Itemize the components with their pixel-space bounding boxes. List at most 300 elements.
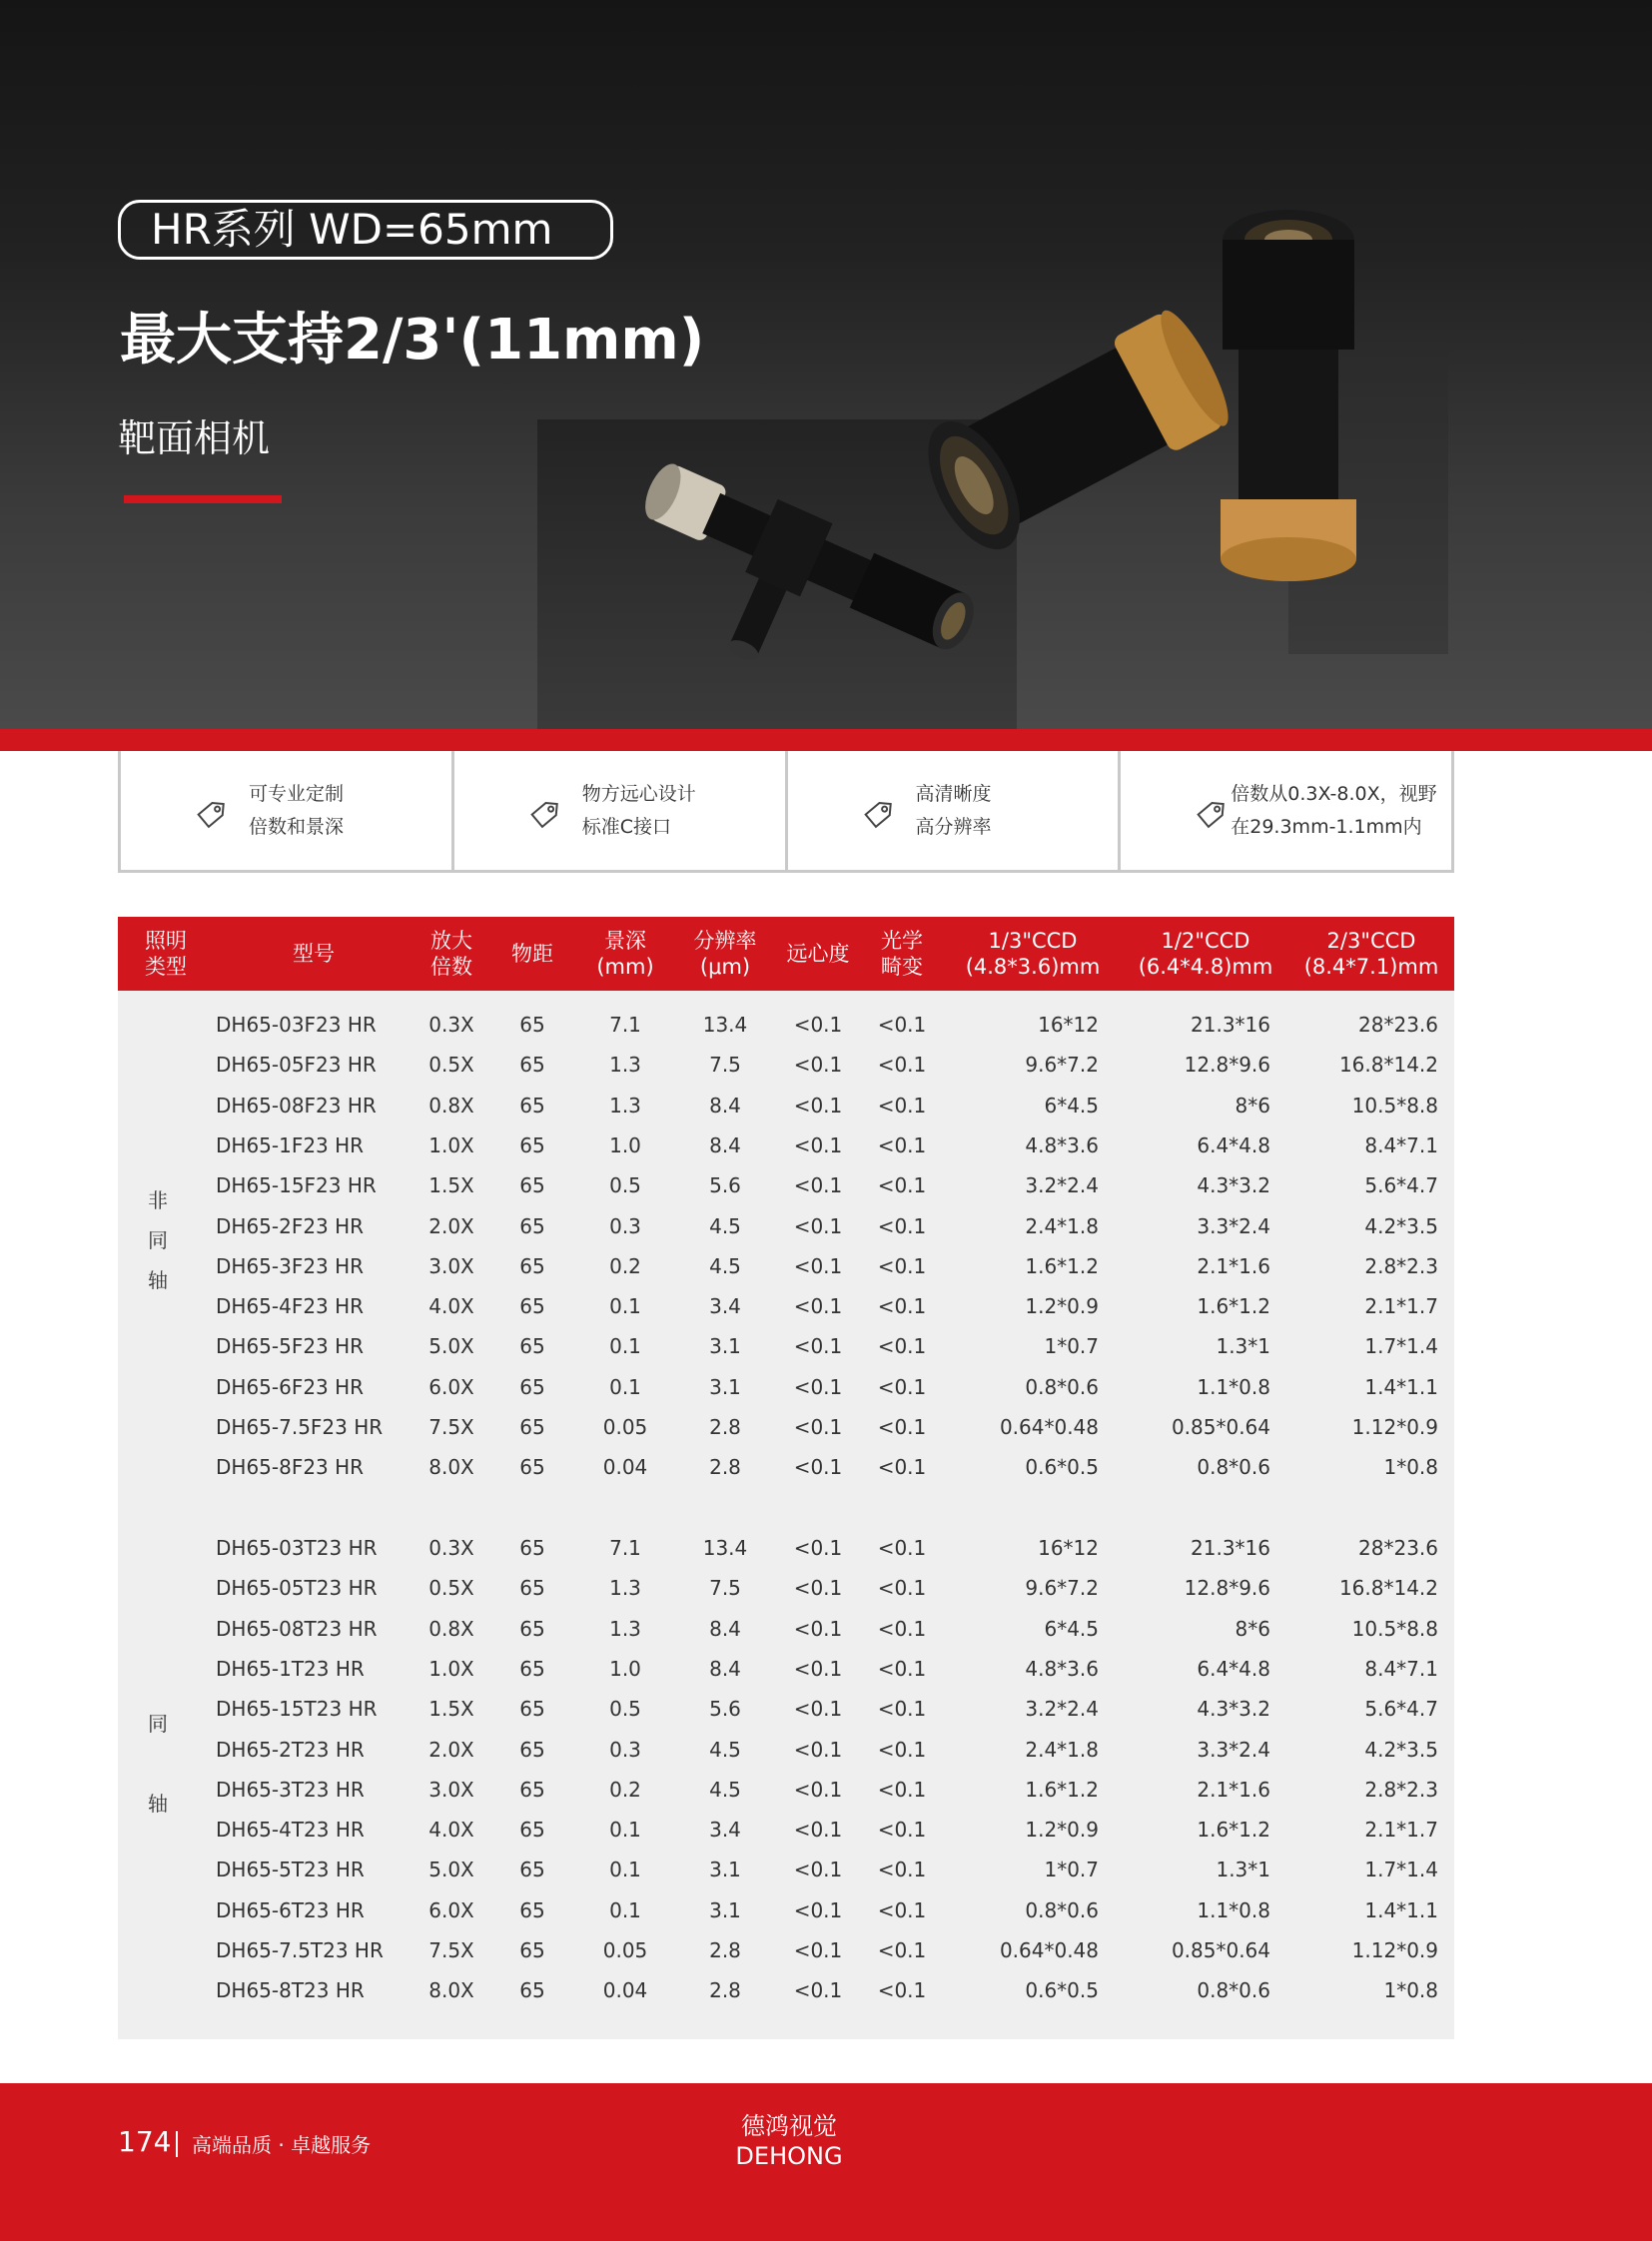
table-cell: 13.4	[702, 1013, 748, 1037]
table-cell: 0.2	[609, 1777, 641, 1802]
table-row	[118, 1970, 1454, 2010]
model-cell: DH65-2T23 HR	[216, 1737, 365, 1762]
table-cell: 2.0X	[428, 1213, 474, 1238]
model-cell: DH65-8F23 HR	[216, 1455, 365, 1480]
table-cell: 0.8*0.6	[1025, 1374, 1099, 1399]
table-cell: 65	[519, 1697, 545, 1722]
table-row	[118, 1609, 1454, 1649]
label-char: 轴	[148, 1267, 168, 1292]
table-cell: 0.05	[602, 1938, 648, 1962]
table-cell: 0.1	[609, 1897, 641, 1922]
table-cell: 0.3	[609, 1213, 641, 1238]
table-cell: 65	[519, 1053, 545, 1078]
table-cell: 0.5X	[428, 1576, 474, 1601]
accent-underline	[124, 495, 282, 503]
table-cell: 4.0X	[428, 1818, 474, 1843]
table-cell: <0.1	[877, 1294, 927, 1319]
table-cell: 4.5	[709, 1737, 741, 1762]
table-cell: <0.1	[793, 1576, 843, 1601]
brand-name-cn: 德鸿视觉	[741, 2112, 837, 2140]
table-cell: 1*0.8	[1383, 1455, 1438, 1480]
table-cell: 0.64*0.48	[999, 1415, 1099, 1439]
table-cell: 8.4	[709, 1093, 741, 1118]
table-cell: <0.1	[877, 1334, 927, 1359]
table-cell: 0.5X	[428, 1053, 474, 1078]
table-cell: 1.7*1.4	[1364, 1334, 1438, 1359]
table-cell: 0.8*0.6	[1197, 1978, 1270, 2003]
table-cell: <0.1	[877, 1536, 927, 1560]
table-cell: 12.8*9.6	[1184, 1053, 1270, 1078]
table-cell: 0.3X	[428, 1536, 474, 1560]
table-cell: 3.3*2.4	[1197, 1737, 1270, 1762]
table-cell: 3.3*2.4	[1197, 1213, 1270, 1238]
table-cell: <0.1	[793, 1132, 843, 1157]
table-cell: 0.2	[609, 1253, 641, 1278]
table-cell: 8.0X	[428, 1978, 474, 2003]
table-row	[118, 1730, 1454, 1770]
table-cell: 65	[519, 1173, 545, 1198]
table-cell: <0.1	[877, 1132, 927, 1157]
table-cell: 8.4	[709, 1132, 741, 1157]
page-subheadline: 靶面相机	[118, 416, 271, 460]
table-cell: 1.12*0.9	[1351, 1415, 1438, 1439]
table-cell: <0.1	[793, 1938, 843, 1962]
table-cell: <0.1	[877, 1576, 927, 1601]
table-cell: 1.6*1.2	[1025, 1253, 1099, 1278]
table-cell: 4.8*3.6	[1025, 1132, 1099, 1157]
table-cell: <0.1	[793, 1213, 843, 1238]
table-cell: 0.6*0.5	[1025, 1978, 1099, 2003]
label-char: 同	[148, 1711, 168, 1736]
series-badge: HR系列 WD=65mm	[118, 200, 613, 260]
table-cell: 2.8	[709, 1455, 741, 1480]
table-cell: 2.4*1.8	[1025, 1213, 1099, 1238]
accent-band	[0, 729, 1652, 751]
model-cell: DH65-03F23 HR	[216, 1013, 377, 1037]
table-cell: <0.1	[793, 1013, 843, 1037]
table-cell: <0.1	[793, 1173, 843, 1198]
table-cell: <0.1	[793, 1536, 843, 1560]
table-cell: 0.3	[609, 1737, 641, 1762]
table-cell: 2.1*1.6	[1197, 1253, 1270, 1278]
table-cell: 65	[519, 1576, 545, 1601]
table-cell: 3.2*2.4	[1025, 1173, 1099, 1198]
model-cell: DH65-6T23 HR	[216, 1897, 365, 1922]
table-cell: <0.1	[793, 1334, 843, 1359]
table-cell: 16*12	[1038, 1536, 1099, 1560]
table-cell: 8*6	[1235, 1616, 1270, 1641]
table-cell: 4.3*3.2	[1197, 1697, 1270, 1722]
table-cell: <0.1	[877, 1013, 927, 1037]
table-cell: 65	[519, 1294, 545, 1319]
model-cell: DH65-3T23 HR	[216, 1777, 365, 1802]
table-cell: 0.5	[609, 1173, 641, 1198]
table-cell: 65	[519, 1253, 545, 1278]
table-cell: <0.1	[793, 1777, 843, 1802]
table-cell: 1.3	[609, 1576, 641, 1601]
table-cell: <0.1	[793, 1616, 843, 1641]
table-cell: 6.0X	[428, 1897, 474, 1922]
label-char: 轴	[148, 1791, 168, 1816]
table-cell: 65	[519, 1093, 545, 1118]
table-cell: 65	[519, 1013, 545, 1037]
table-cell: <0.1	[877, 1697, 927, 1722]
table-cell: <0.1	[877, 1173, 927, 1198]
table-cell: 2.8	[709, 1938, 741, 1962]
lighting-type-label	[118, 1684, 198, 1844]
table-cell: 21.3*16	[1191, 1013, 1270, 1037]
table-cell: 7.1	[609, 1013, 641, 1037]
model-cell: DH65-8T23 HR	[216, 1978, 365, 2003]
table-row	[118, 1770, 1454, 1810]
table-cell: 8.0X	[428, 1455, 474, 1480]
table-cell: <0.1	[793, 1737, 843, 1762]
table-cell: 2.1*1.6	[1197, 1777, 1270, 1802]
model-cell: DH65-1F23 HR	[216, 1132, 365, 1157]
model-cell: DH65-7.5F23 HR	[216, 1415, 384, 1439]
table-row	[118, 1125, 1454, 1165]
label-char: 同	[148, 1227, 168, 1252]
table-cell: 4.5	[709, 1213, 741, 1238]
table-cell: 16*12	[1038, 1013, 1099, 1037]
feature-item	[118, 751, 454, 873]
page-footer	[0, 2083, 1652, 2241]
header-cell: 照明 类型	[145, 929, 187, 979]
header-cell: 景深 (mm)	[596, 929, 654, 979]
table-cell: 8.4	[709, 1616, 741, 1641]
table-row	[118, 1286, 1454, 1326]
model-cell: DH65-05T23 HR	[216, 1576, 378, 1601]
table-cell: 3.4	[709, 1818, 741, 1843]
table-row	[118, 1689, 1454, 1729]
table-cell: <0.1	[793, 1415, 843, 1439]
table-cell: 6*4.5	[1044, 1616, 1099, 1641]
table-cell: 7.5	[709, 1576, 741, 1601]
table-cell: 4.8*3.6	[1025, 1656, 1099, 1681]
table-cell: 0.1	[609, 1294, 641, 1319]
table-cell: 1.3*1	[1216, 1334, 1270, 1359]
table-cell: 4.2*3.5	[1364, 1737, 1438, 1762]
table-row	[118, 1930, 1454, 1970]
table-cell: <0.1	[793, 1253, 843, 1278]
table-row	[118, 1367, 1454, 1407]
table-cell: <0.1	[793, 1374, 843, 1399]
table-cell: 0.1	[609, 1818, 641, 1843]
table-cell: 0.85*0.64	[1171, 1415, 1270, 1439]
table-row	[118, 1326, 1454, 1366]
table-cell: 65	[519, 1897, 545, 1922]
table-cell: 65	[519, 1978, 545, 2003]
table-row	[118, 1246, 1454, 1286]
model-cell: DH65-08T23 HR	[216, 1616, 378, 1641]
table-cell: 16.8*14.2	[1338, 1576, 1438, 1601]
table-cell: 0.85*0.64	[1171, 1938, 1270, 1962]
header-cell: 1/3"CCD (4.8*3.6)mm	[965, 929, 1101, 979]
table-cell: <0.1	[877, 1897, 927, 1922]
table-cell: 9.6*7.2	[1025, 1576, 1099, 1601]
lighting-type-label	[118, 1180, 198, 1300]
table-cell: <0.1	[877, 1053, 927, 1078]
table-row	[118, 1447, 1454, 1487]
table-cell: 1.3	[609, 1053, 641, 1078]
page-headline: 最大支持2/3'(11mm)	[120, 308, 705, 373]
table-cell: 1.3	[609, 1093, 641, 1118]
feature-item	[1121, 751, 1454, 873]
model-cell: DH65-6F23 HR	[216, 1374, 365, 1399]
table-cell: 7.1	[609, 1536, 641, 1560]
header-cell: 型号	[293, 942, 335, 966]
table-row	[118, 1206, 1454, 1246]
table-cell: 0.1	[609, 1858, 641, 1882]
table-cell: 1.3*1	[1216, 1858, 1270, 1882]
table-cell: 0.5	[609, 1697, 641, 1722]
table-cell: 1.12*0.9	[1351, 1938, 1438, 1962]
table-cell: 2.8	[709, 1415, 741, 1439]
tag-icon	[1195, 795, 1231, 831]
feature-text: 可专业定制 倍数和景深	[249, 782, 345, 838]
header-cell: 物距	[511, 942, 553, 966]
model-cell: DH65-5T23 HR	[216, 1858, 365, 1882]
table-cell: 2.0X	[428, 1737, 474, 1762]
table-cell: <0.1	[877, 1656, 927, 1681]
table-cell: 4.5	[709, 1253, 741, 1278]
table-cell: 7.5X	[428, 1415, 474, 1439]
table-cell: 65	[519, 1858, 545, 1882]
table-cell: 0.1	[609, 1334, 641, 1359]
footer-slogan: 高端品质 · 卓越服务	[192, 2133, 372, 2157]
table-cell: 1.0	[609, 1656, 641, 1681]
header-cell: 光学 畸变	[881, 929, 923, 979]
table-row	[118, 1850, 1454, 1889]
table-cell: 3.1	[709, 1334, 741, 1359]
table-cell: 10.5*8.8	[1351, 1616, 1438, 1641]
table-cell: 2.1*1.7	[1364, 1818, 1438, 1843]
table-cell: 5.6	[709, 1173, 741, 1198]
table-cell: <0.1	[877, 1374, 927, 1399]
header-cell: 1/2"CCD (6.4*4.8)mm	[1138, 929, 1273, 979]
table-cell: 6.4*4.8	[1197, 1656, 1270, 1681]
table-cell: 65	[519, 1737, 545, 1762]
model-cell: DH65-1T23 HR	[216, 1656, 365, 1681]
table-cell: 2.1*1.7	[1364, 1294, 1438, 1319]
spec-table-header	[118, 917, 1454, 991]
vertical-lens-image	[1209, 200, 1368, 599]
table-cell: 8.4*7.1	[1364, 1656, 1438, 1681]
table-cell: 7.5X	[428, 1938, 474, 1962]
table-cell: 2.8	[709, 1978, 741, 2003]
table-cell: 65	[519, 1818, 545, 1843]
table-cell: <0.1	[793, 1053, 843, 1078]
label-char: 非	[148, 1187, 168, 1212]
table-cell: 0.1	[609, 1374, 641, 1399]
table-row	[118, 1890, 1454, 1930]
brand-name-en: DEHONG	[735, 2142, 843, 2170]
table-cell: 8.4*7.1	[1364, 1132, 1438, 1157]
table-cell: 65	[519, 1213, 545, 1238]
table-cell: 16.8*14.2	[1338, 1053, 1438, 1078]
table-cell: 28*23.6	[1358, 1536, 1438, 1560]
table-cell: 21.3*16	[1191, 1536, 1270, 1560]
table-cell: 3.2*2.4	[1025, 1697, 1099, 1722]
model-cell: DH65-7.5T23 HR	[216, 1938, 384, 1962]
table-cell: 1.5X	[428, 1697, 474, 1722]
table-cell: 1*0.8	[1383, 1978, 1438, 2003]
feature-item	[454, 751, 788, 873]
brand-name	[0, 2111, 1578, 2171]
feature-item	[788, 751, 1122, 873]
table-cell: <0.1	[877, 1737, 927, 1762]
feature-text: 高清晰度 高分辨率	[915, 782, 992, 838]
telecentric-lens-image	[899, 300, 1239, 559]
model-cell: DH65-3F23 HR	[216, 1253, 365, 1278]
table-cell: <0.1	[877, 1455, 927, 1480]
table-row	[118, 1568, 1454, 1608]
table-cell: 65	[519, 1777, 545, 1802]
table-cell: 1.2*0.9	[1025, 1818, 1099, 1843]
table-cell: 65	[519, 1415, 545, 1439]
table-cell: <0.1	[877, 1858, 927, 1882]
table-cell: 6*4.5	[1044, 1093, 1099, 1118]
page-number: 174	[118, 2125, 172, 2158]
table-cell: 0.04	[602, 1978, 648, 2003]
table-cell: 5.0X	[428, 1858, 474, 1882]
table-cell: 65	[519, 1616, 545, 1641]
table-cell: 13.4	[702, 1536, 748, 1560]
table-cell: 0.3X	[428, 1013, 474, 1037]
table-cell: 0.64*0.48	[999, 1938, 1099, 1962]
table-cell: 1.1*0.8	[1197, 1374, 1270, 1399]
feature-text: 物方远心设计 标准C接口	[581, 782, 696, 838]
table-cell: <0.1	[877, 1938, 927, 1962]
table-cell: 6.4*4.8	[1197, 1132, 1270, 1157]
table-cell: 1.1*0.8	[1197, 1897, 1270, 1922]
table-cell: <0.1	[793, 1697, 843, 1722]
table-cell: 4.0X	[428, 1294, 474, 1319]
table-cell: 1.4*1.1	[1364, 1897, 1438, 1922]
table-cell: 65	[519, 1938, 545, 1962]
table-cell: 0.8*0.6	[1197, 1455, 1270, 1480]
table-cell: 65	[519, 1455, 545, 1480]
table-cell: 0.8X	[428, 1616, 474, 1641]
table-cell: 0.04	[602, 1455, 648, 1480]
table-cell: 1.0	[609, 1132, 641, 1157]
table-cell: 0.05	[602, 1415, 648, 1439]
table-row	[118, 1005, 1454, 1045]
model-cell: DH65-05F23 HR	[216, 1053, 377, 1078]
table-cell: 3.1	[709, 1374, 741, 1399]
header-cell: 放大 倍数	[430, 929, 472, 979]
header-cell: 2/3"CCD (8.4*7.1)mm	[1303, 929, 1439, 979]
feature-text: 倍数从0.3X-8.0X，视野 在29.3mm-1.1mm内	[1231, 782, 1437, 838]
table-cell: <0.1	[877, 1978, 927, 2003]
table-cell: 5.0X	[428, 1334, 474, 1359]
table-cell: 7.5	[709, 1053, 741, 1078]
table-cell: <0.1	[793, 1093, 843, 1118]
table-cell: 5.6*4.7	[1364, 1173, 1438, 1198]
model-cell: DH65-03T23 HR	[216, 1536, 378, 1560]
model-cell: DH65-08F23 HR	[216, 1093, 377, 1118]
table-cell: 3.1	[709, 1858, 741, 1882]
table-cell: 1.0X	[428, 1132, 474, 1157]
table-cell: <0.1	[793, 1818, 843, 1843]
table-row	[118, 1086, 1454, 1125]
table-row	[118, 1165, 1454, 1205]
table-row	[118, 1649, 1454, 1689]
model-cell: DH65-5F23 HR	[216, 1334, 365, 1359]
table-cell: 2.8*2.3	[1364, 1253, 1438, 1278]
table-cell: 1.4*1.1	[1364, 1374, 1438, 1399]
header-cell: 分辨率 (μm)	[693, 929, 757, 979]
tag-icon	[195, 795, 231, 831]
model-cell: DH65-4T23 HR	[216, 1818, 365, 1843]
table-cell: 3.0X	[428, 1777, 474, 1802]
table-cell: 28*23.6	[1358, 1013, 1438, 1037]
table-cell: 10.5*8.8	[1351, 1093, 1438, 1118]
table-cell: <0.1	[877, 1253, 927, 1278]
table-cell: 1*0.7	[1044, 1334, 1099, 1359]
table-cell: 1.7*1.4	[1364, 1858, 1438, 1882]
table-cell: <0.1	[793, 1897, 843, 1922]
table-cell: 1.6*1.2	[1197, 1294, 1270, 1319]
table-cell: 0.8X	[428, 1093, 474, 1118]
table-cell: <0.1	[877, 1616, 927, 1641]
table-cell: 1.2*0.9	[1025, 1294, 1099, 1319]
table-cell: 65	[519, 1656, 545, 1681]
tag-icon	[862, 795, 898, 831]
table-cell: 4.3*3.2	[1197, 1173, 1270, 1198]
table-cell: <0.1	[793, 1294, 843, 1319]
tag-icon	[528, 795, 564, 831]
model-cell: DH65-15F23 HR	[216, 1173, 377, 1198]
table-cell: <0.1	[877, 1093, 927, 1118]
table-cell: 12.8*9.6	[1184, 1576, 1270, 1601]
feature-strip	[118, 751, 1454, 873]
table-cell: <0.1	[877, 1777, 927, 1802]
model-cell: DH65-2F23 HR	[216, 1213, 365, 1238]
table-cell: 5.6	[709, 1697, 741, 1722]
table-cell: 1.0X	[428, 1656, 474, 1681]
table-cell: 8*6	[1235, 1093, 1270, 1118]
table-cell: 8.4	[709, 1656, 741, 1681]
table-cell: 9.6*7.2	[1025, 1053, 1099, 1078]
table-cell: 3.1	[709, 1897, 741, 1922]
header-cell: 远心度	[786, 942, 850, 966]
table-cell: 0.6*0.5	[1025, 1455, 1099, 1480]
table-cell: 3.4	[709, 1294, 741, 1319]
table-cell: <0.1	[793, 1858, 843, 1882]
table-cell: 65	[519, 1536, 545, 1560]
model-cell: DH65-15T23 HR	[216, 1697, 378, 1722]
table-cell: <0.1	[877, 1818, 927, 1843]
table-cell: <0.1	[877, 1415, 927, 1439]
table-row	[118, 1407, 1454, 1447]
table-cell: 4.2*3.5	[1364, 1213, 1438, 1238]
table-row	[118, 1810, 1454, 1850]
hero-banner	[0, 0, 1652, 729]
table-cell: 1.5X	[428, 1173, 474, 1198]
table-cell: 65	[519, 1374, 545, 1399]
table-cell: 5.6*4.7	[1364, 1697, 1438, 1722]
table-cell: 1.3	[609, 1616, 641, 1641]
table-cell: <0.1	[793, 1656, 843, 1681]
table-row	[118, 1045, 1454, 1085]
model-cell: DH65-4F23 HR	[216, 1294, 365, 1319]
table-cell: 3.0X	[428, 1253, 474, 1278]
table-cell: 1.6*1.2	[1025, 1777, 1099, 1802]
table-cell: 65	[519, 1334, 545, 1359]
table-cell: 2.8*2.3	[1364, 1777, 1438, 1802]
table-cell: 4.5	[709, 1777, 741, 1802]
